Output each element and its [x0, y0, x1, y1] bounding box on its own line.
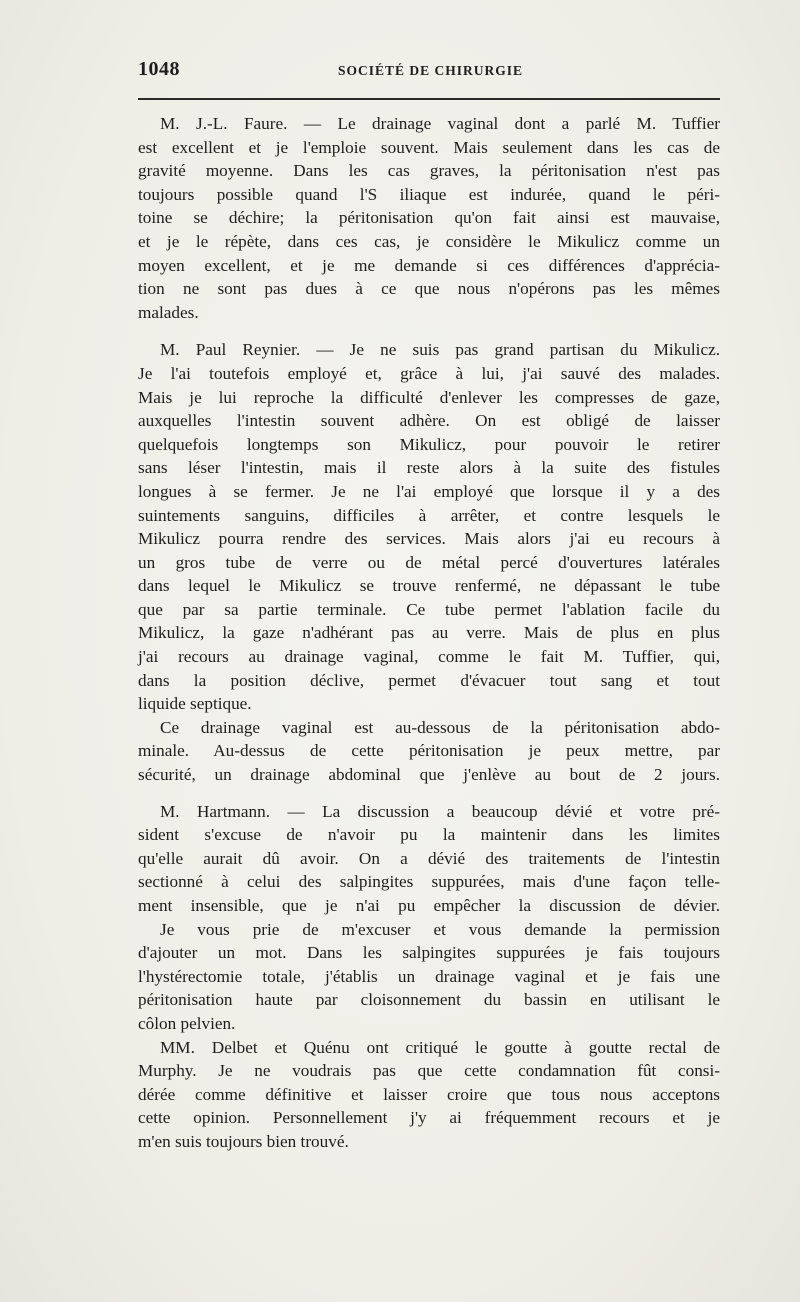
text-line: dans la position déclive, permet d'évacuer tout sang et tout	[138, 670, 720, 690]
running-title: SOCIÉTÉ DE CHIRURGIE	[338, 63, 524, 78]
text-line: liquide septique.	[138, 694, 252, 714]
text-line: moyen excellent, et je me demande si ces différences d'apprécia-	[138, 255, 720, 275]
header-rule	[138, 98, 720, 100]
text-line: sans léser l'intestin, mais il reste alors à la suite des fistules	[138, 458, 720, 478]
text-line: l'hystérectomie totale, j'établis un drainage vaginal et je fais une	[138, 966, 720, 986]
paragraph-reynier-continued	[138, 716, 720, 787]
text-line: Mais je lui reproche la difficulté d'enlever les compresses de gaze,	[138, 387, 720, 407]
page-header	[138, 58, 720, 88]
text-line: M. Hartmann. — La discussion a beaucoup dévié et votre pré-	[160, 801, 720, 821]
text-line: gravité moyenne. Dans les cas graves, la péritonisation n'est pas	[138, 161, 720, 181]
text-line: Ce drainage vaginal est au-dessous de la péritonisation abdo-	[160, 717, 720, 737]
text-line: sécurité, un drainage abdominal que j'enlève au bout de 2 jours.	[138, 765, 720, 785]
text-line: dérée comme définitive et laisser croire que tous nous acceptons	[138, 1084, 720, 1104]
text-line: M. J.-L. Faure. — Le drainage vaginal dont a parlé M. Tuffier	[160, 114, 720, 133]
text-line: sectionné à celui des salpingites suppurées, mais d'une façon telle-	[138, 872, 720, 892]
text-line: Mikulicz, la gaze n'adhérant pas au verre. Mais de plus en plus	[138, 623, 720, 643]
body-text	[138, 112, 720, 1154]
text-line: côlon pelvien.	[138, 1013, 236, 1033]
text-line: péritonisation haute par cloisonnement du bassin en utilisant le	[138, 990, 720, 1010]
text-line: longues à se fermer. Je ne l'ai employé que lorsque il y a des	[138, 481, 720, 501]
text-line: j'ai recours au drainage vaginal, comme le fait M. Tuffier, qui,	[138, 647, 720, 667]
text-line: suintements sanguins, difficiles à arrêter, et contre lesquels le	[138, 505, 720, 525]
text-line: toujours possible quand l'S iliaque est indurée, quand le péri-	[138, 184, 720, 204]
page-number: 1048	[138, 58, 180, 80]
text-line: est excellent et je l'emploie souvent. Mais seulement dans les cas de	[138, 137, 720, 157]
text-line: d'ajouter un mot. Dans les salpingites suppurées je fais toujours	[138, 943, 720, 963]
text-line: m'en suis toujours bien trouvé.	[138, 1131, 349, 1151]
text-line: et je le répète, dans ces cas, je considère le Mikulicz comme un	[138, 231, 720, 251]
paragraph-hartmann	[138, 800, 720, 918]
text-line: auxquelles l'intestin souvent adhère. On est obligé de laisser	[138, 411, 720, 431]
text-line: ment insensible, que je n'ai pu empêcher la discussion de dévier.	[138, 896, 720, 915]
text-line: quelquefois longtemps son Mikulicz, pour pouvoir le retirer	[138, 434, 720, 454]
paragraph-faure	[138, 112, 720, 324]
text-line: un gros tube de verre ou de métal percé d'ouvertures latérales	[138, 552, 720, 572]
text-line: toine se déchire; la péritonisation qu'on fait ainsi est mauvaise,	[138, 208, 720, 228]
text-line: MM. Delbet et Quénu ont critiqué le goutte à goutte rectal de	[160, 1037, 720, 1057]
text-line: Je vous prie de m'excuser et vous demande la permission	[160, 919, 720, 939]
text-line: dans lequel le Mikulicz se trouve renfermé, ne dépassant le tube	[138, 576, 720, 596]
text-line: minale. Au-dessus de cette péritonisation je peux mettre, par	[138, 741, 720, 761]
paragraph-hartmann-2	[138, 918, 720, 1036]
text-line: Mikulicz pourra rendre des services. Mais alors j'ai eu recours à	[138, 529, 720, 549]
text-line: M. Paul Reynier. — Je ne suis pas grand partisan du Mikulicz.	[160, 340, 720, 360]
text-line: cette opinion. Personnellement j'y ai fréquemment recours et je	[138, 1108, 720, 1128]
text-line: Murphy. Je ne voudrais pas que cette condamnation fût consi-	[138, 1061, 720, 1081]
paragraph-reynier	[138, 338, 720, 716]
text-line: sident s'excuse de n'avoir pu la maintenir dans les limites	[138, 825, 720, 845]
paragraph-hartmann-3	[138, 1036, 720, 1154]
text-line: tion ne sont pas dues à ce que nous n'opérons pas les mêmes	[138, 279, 720, 299]
text-line: malades.	[138, 302, 199, 322]
text-line: que par sa partie terminale. Ce tube permet l'ablation facile du	[138, 599, 720, 619]
text-line: Je l'ai toutefois employé et, grâce à lui, j'ai sauvé des malades.	[138, 363, 720, 383]
text-line: qu'elle aurait dû avoir. On a dévié des traitements de l'intestin	[138, 848, 720, 868]
